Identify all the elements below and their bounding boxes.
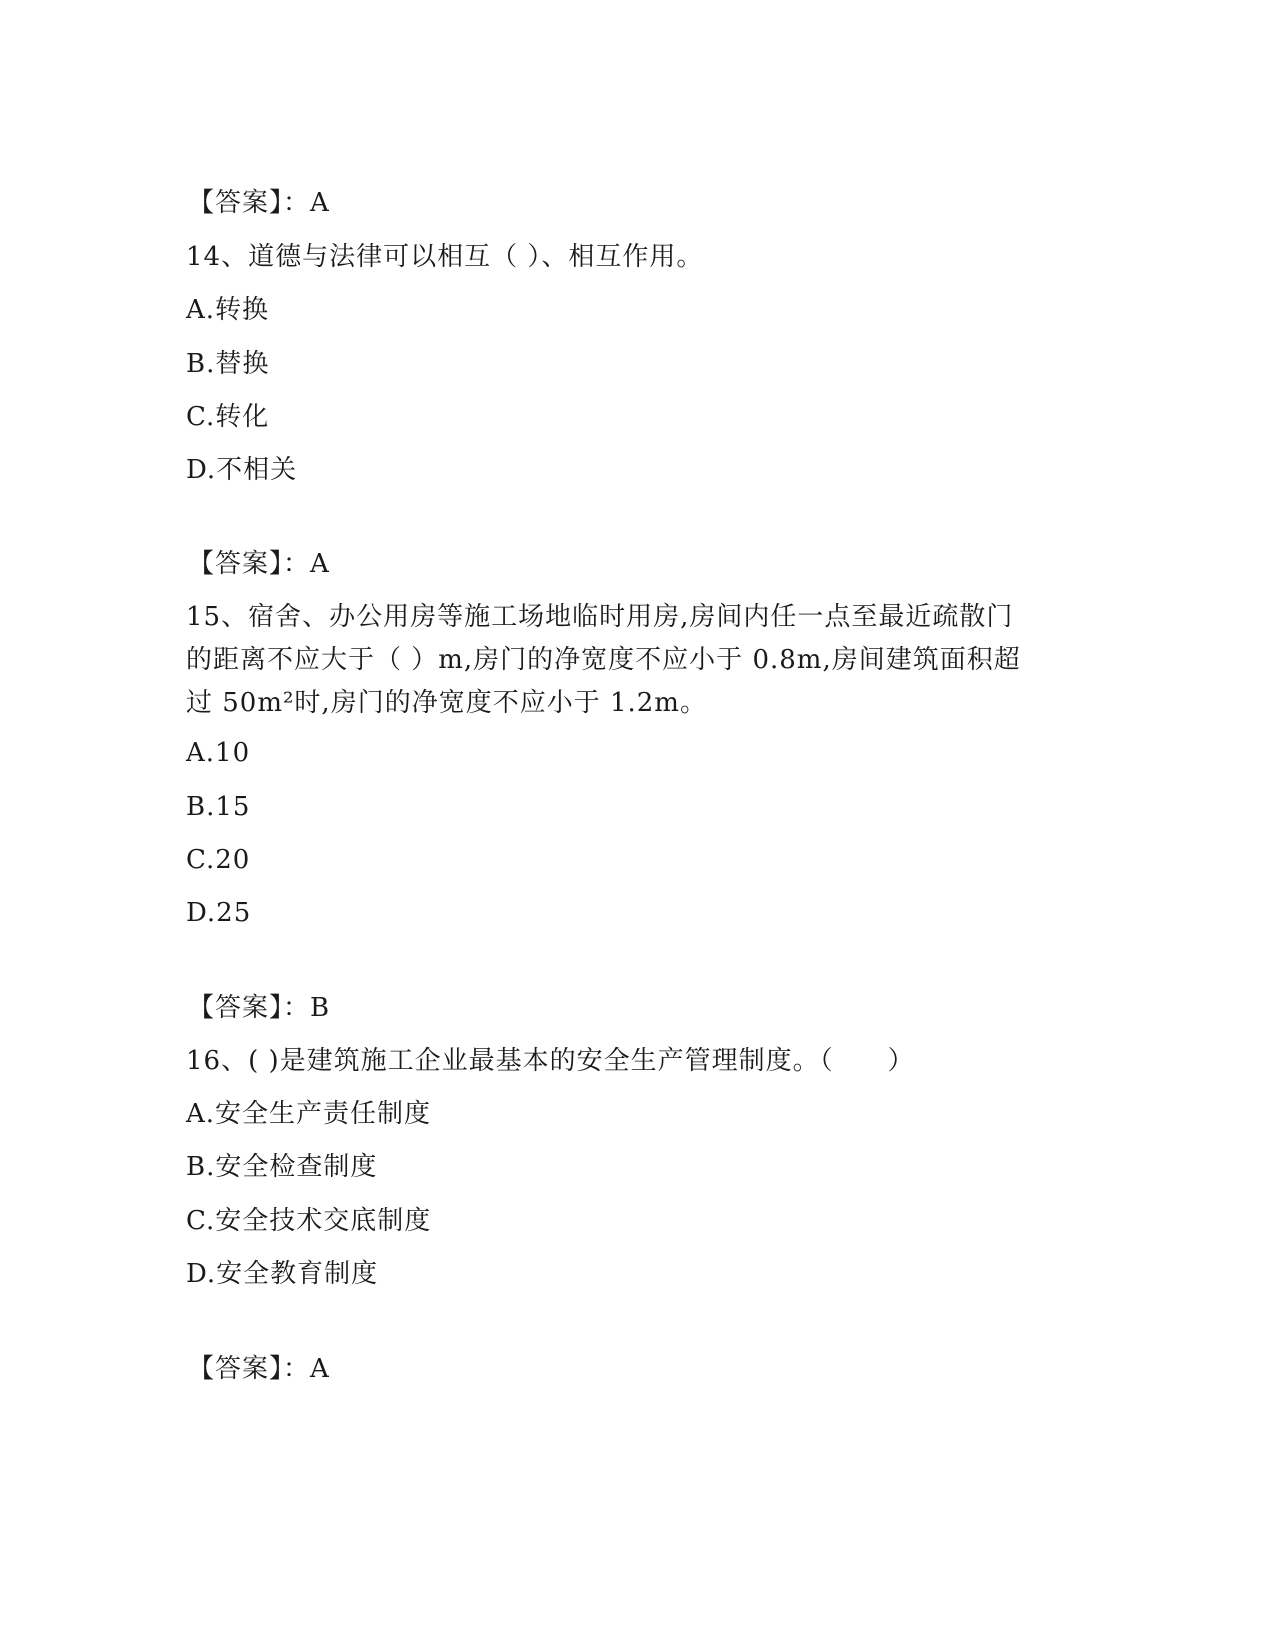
question-stem: 14、道德与法律可以相互（ ）、相互作用。 [186, 242, 704, 272]
option-a: A.安全生产责任制度 [186, 1099, 432, 1129]
option-c: C.安全技术交底制度 [186, 1206, 432, 1236]
option-c: C.转化 [186, 402, 270, 432]
question-stem-line-3: 过 50m²时,房门的净宽度不应小于 1.2m。 [186, 688, 707, 718]
option-a: A.转换 [186, 295, 270, 325]
option-d: D.安全教育制度 [186, 1259, 379, 1289]
answer-line: 【答案】：A [188, 549, 330, 579]
question-stem: 16、( )是建筑施工企业最基本的安全生产管理制度。（ ） [186, 1046, 915, 1076]
option-b: B.15 [186, 792, 251, 822]
option-b: B.安全检查制度 [186, 1152, 378, 1182]
option-b: B.替换 [186, 349, 270, 379]
question-stem-line-2: 的距离不应大于（ ）m,房门的净宽度不应小于 0.8m,房间建筑面积超 [186, 645, 1021, 675]
option-d: D.不相关 [186, 455, 298, 485]
answer-line: 【答案】：B [188, 993, 331, 1023]
option-d: D.25 [186, 898, 252, 928]
answer-line: 【答案】：A [188, 188, 330, 218]
question-stem-line-1: 15、宿舍、办公用房等施工场地临时用房,房间内任一点至最近疏散门 [186, 602, 1014, 632]
option-c: C.20 [186, 845, 251, 875]
answer-line: 【答案】：A [188, 1354, 330, 1384]
option-a: A.10 [186, 738, 251, 768]
